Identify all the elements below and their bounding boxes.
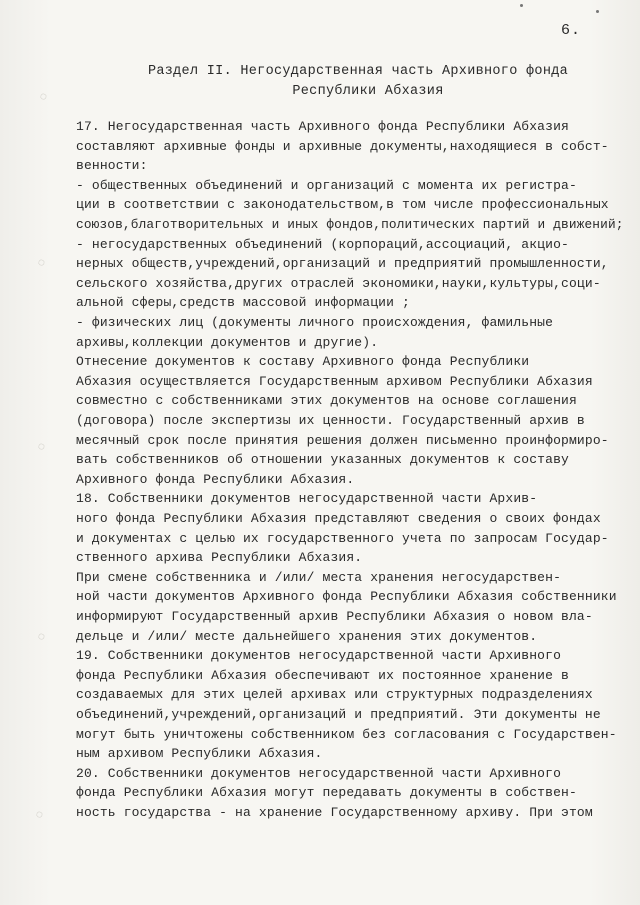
scan-speck	[596, 10, 599, 13]
body-line: альной сферы,средств массовой информации ;	[76, 295, 410, 311]
body-line: сельского хозяйства,других отраслей экономики,науки,культуры,соци-	[76, 275, 601, 291]
body-line: 20. Собственники документов негосударственной части Архивного	[76, 765, 562, 781]
body-line: При смене собственника и /или/ места хранения негосударствен-	[76, 569, 562, 585]
body-line: - общественных объединений и организаций с момента их регистра-	[76, 177, 577, 193]
body-line: ственного архива Республики Абхазия.	[76, 550, 363, 566]
body-line: ным архивом Республики Абхазия.	[76, 746, 323, 762]
body-line: информируют Государственный архив Республики Абхазия о новом вла-	[76, 609, 593, 624]
body-line: составляют архивные фонды и архивные документы,находящиеся в собст-	[76, 138, 609, 154]
body-line: месячный срок после принятия решения должен письменно проинформиро-	[76, 432, 609, 448]
body-line: вать собственников об отношении указанных документов к составу	[76, 452, 569, 468]
binder-hole-mark: ◌	[34, 807, 45, 823]
body-line: 17. Негосударственная часть Архивного фонда Республики Абхазия	[76, 119, 569, 134]
scan-speck	[520, 4, 523, 7]
body-line: (договора) после экспертизы их ценности. Государственный архив в	[76, 413, 585, 428]
body-line: нерных обществ,учреждений,организаций и предприятий промышленности,	[76, 256, 609, 272]
body-line: фонда Республики Абхазия обеспечивают их постоянное хранение в	[76, 667, 569, 683]
binder-hole-mark: ◌	[36, 255, 47, 271]
body-line: и документах с целью их государственного учета по запросам Государ-	[76, 530, 609, 546]
body-line: венности:	[76, 158, 148, 174]
body-line: фонда Республики Абхазия могут передавать документы в собствен-	[76, 785, 577, 801]
body-line: Отнесение документов к составу Архивного фонда Республики	[76, 354, 530, 370]
body-line: объединений,учреждений,организаций и предприятий. Эти документы не	[76, 707, 601, 722]
body-line: архивы,коллекции документов и другие).	[76, 334, 379, 350]
body-line: могут быть уничтожены собственником без согласования с Государствен-	[76, 726, 617, 742]
binder-hole-mark: ◌	[36, 439, 47, 455]
body-line: - физических лиц (документы личного происхождения, фамильные	[76, 315, 554, 330]
body-line: 19. Собственники документов негосударственной части Архивного	[76, 648, 562, 664]
binder-hole-mark: ◌	[36, 629, 47, 645]
body-line: ного фонда Республики Абхазия представляют сведения о своих фондах	[76, 511, 601, 526]
body-line: 18. Собственники документов негосударственной части Архив-	[76, 491, 538, 507]
body-line: совместно с собственниками этих документов на основе соглашения	[76, 393, 577, 409]
body-line: ной части документов Архивного фонда Республики Абхазия собственники	[76, 589, 617, 605]
body-line: ность государства - на хранение Государственному архиву. При этом	[76, 805, 593, 820]
body-line: ции в соответствии с законодательством,в том числе профессиональных	[76, 197, 609, 213]
section-heading-line-2: Республики Абхазия	[292, 84, 444, 99]
body-line: создаваемых для этих целей архивах или структурных подразделениях	[76, 687, 593, 703]
body-line: - негосударственных объединений (корпораций,ассоциаций, акцио-	[76, 236, 569, 252]
section-heading-line-1: Раздел II. Негосударственная часть Архивного фонда	[147, 64, 569, 79]
body-line: Архивного фонда Республики Абхазия.	[76, 471, 355, 487]
binder-hole-mark: ◌	[38, 89, 49, 105]
body-line: дельце и /или/ месте дальнейшего хранения этих документов.	[76, 628, 538, 644]
page-number: 6.	[561, 22, 582, 39]
body-line: союзов,благотворительных и иных фондов,политических партий и движений;	[76, 217, 624, 232]
body-line: Абхазия осуществляется Государственным архивом Республики Абхазия	[76, 373, 593, 389]
